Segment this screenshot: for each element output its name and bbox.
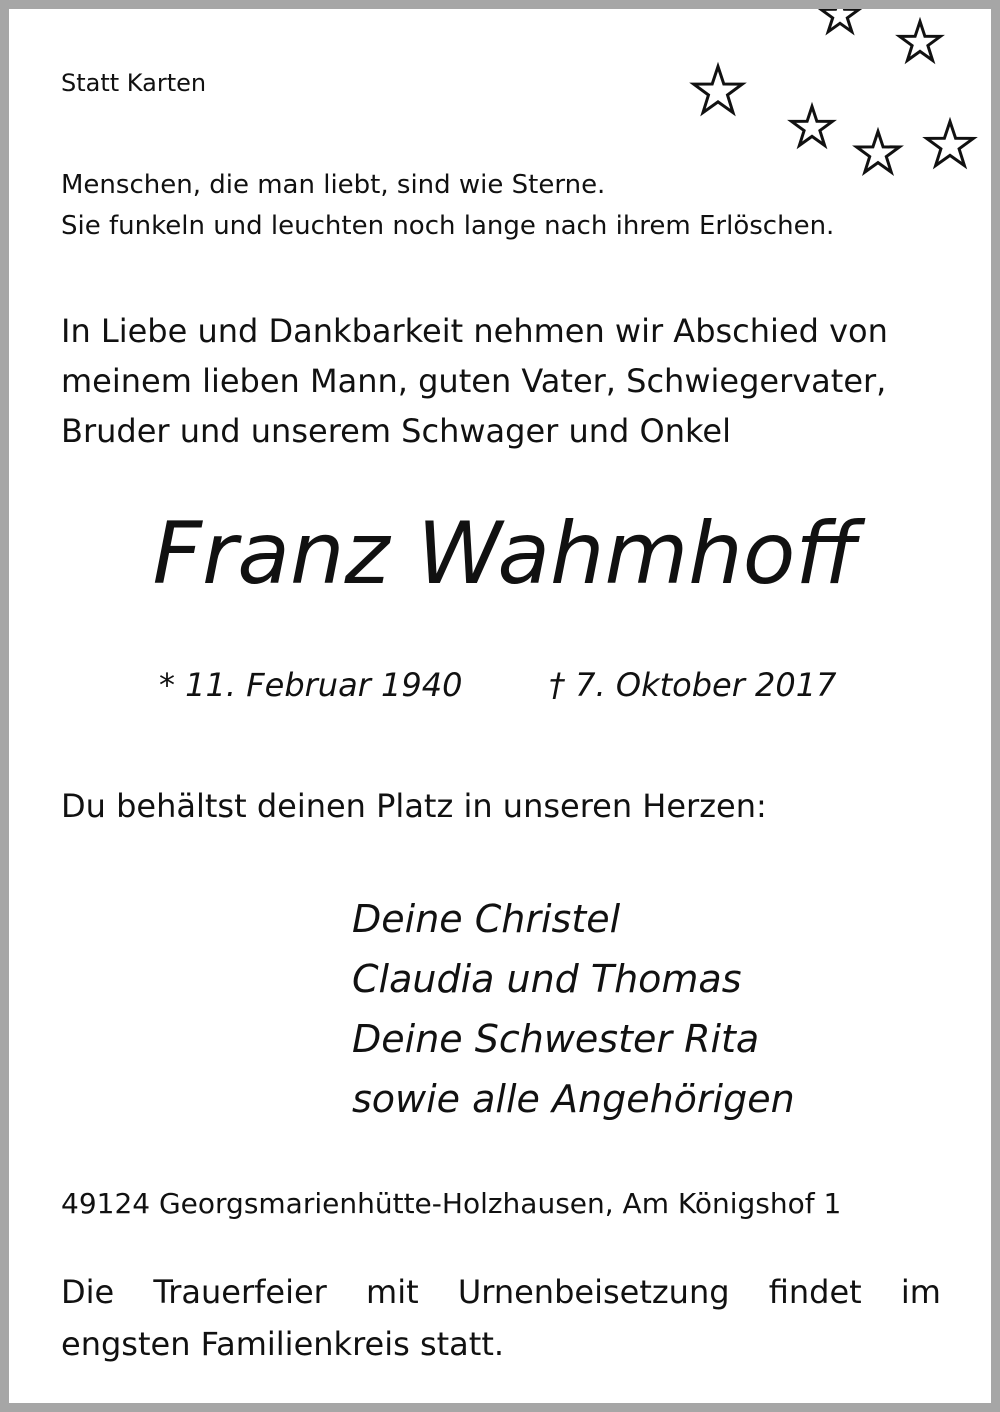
quote (61, 165, 834, 247)
ceremony-line-2: engsten Familienkreis statt. (61, 1325, 505, 1363)
mourner-item: Deine Christel (352, 897, 621, 941)
ceremony-word: Urnenbeisetzung (457, 1273, 730, 1311)
intro-line: Bruder und unserem Schwager und Onkel (61, 412, 731, 450)
star-icon (821, 0, 859, 32)
star-icon (857, 132, 900, 173)
star-icon (927, 122, 974, 166)
address: 49124 Georgsmarienhütte-Holzhausen, Am Königshof 1 (61, 1187, 842, 1220)
ceremony-word: findet (768, 1273, 862, 1311)
quote-line: Menschen, die man liebt, sind wie Sterne. (61, 170, 606, 200)
intro-text (61, 306, 941, 456)
ceremony-word: mit (366, 1273, 419, 1311)
death-date: † 7. Oktober 2017 (549, 666, 837, 704)
mourner-item: sowie alle Angehörigen (352, 1077, 795, 1121)
star-icon (792, 107, 833, 146)
mourner-item: Deine Schwester Rita (352, 1017, 760, 1061)
mourner-item: Claudia und Thomas (352, 957, 742, 1001)
quote-line: Sie funkeln und leuchten noch lange nach ihrem Erlöschen. (61, 211, 835, 241)
birth-date: * 11. Februar 1940 (159, 666, 463, 704)
intro-line: meinem lieben Mann, guten Vater, Schwiegervater, (61, 362, 887, 400)
closing-line: Du behältst deinen Platz in unseren Herzen: (61, 787, 767, 825)
star-icon (900, 22, 941, 61)
ceremony-word: Die (61, 1273, 115, 1311)
ceremony-word: Trauerfeier (153, 1273, 327, 1311)
deceased-name: Franz Wahmhoff (152, 504, 858, 604)
intro-line: In Liebe und Dankbarkeit nehmen wir Abschied von (61, 312, 888, 350)
ceremony-line-1 (61, 1266, 941, 1318)
header-note: Statt Karten (61, 69, 207, 97)
star-icon (694, 67, 743, 113)
ceremony-note (61, 1266, 941, 1370)
ceremony-word: im (900, 1273, 941, 1311)
mourners-list (352, 889, 795, 1129)
